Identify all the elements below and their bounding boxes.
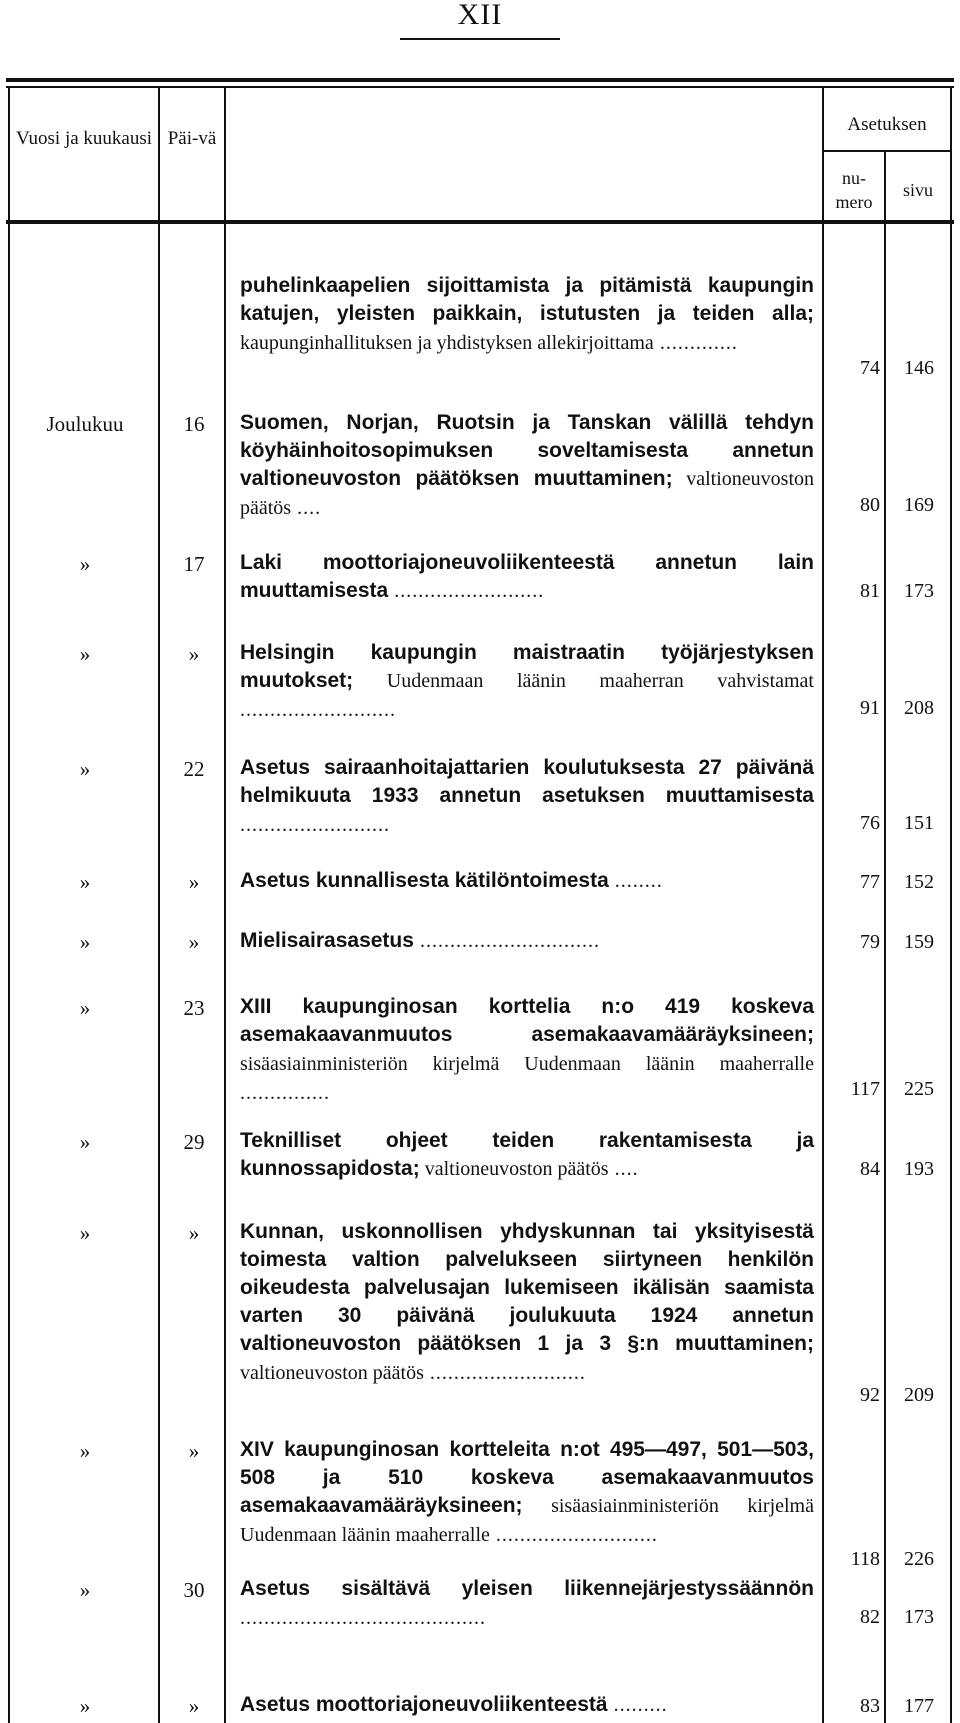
row-leader-dots: .......................... — [240, 699, 396, 721]
row-month: » — [79, 996, 91, 1020]
row-decree-number: 82 — [860, 1606, 880, 1628]
row-title-bold: Teknilliset ohjeet teiden rakentamisesta ja kunnossapidosta; — [240, 1129, 814, 1180]
row-title-bold: Asetus kunnallisesta kätilöntoimesta — [240, 869, 609, 892]
row-leader-dots: ........................... — [489, 1524, 658, 1546]
row-description — [240, 408, 814, 522]
column-line-number — [884, 152, 886, 1723]
row-description — [240, 992, 814, 1107]
row-description — [240, 926, 814, 955]
row-title-bold: Asetus moottoriajoneuvoliikenteestä — [240, 1693, 608, 1716]
row-title-bold: Mielisairasasetus — [240, 929, 414, 952]
row-leader-dots: ......................... — [388, 580, 545, 602]
row-description — [240, 1690, 814, 1719]
row-decree-number: 118 — [850, 1548, 880, 1570]
row-decree-number: 117 — [850, 1078, 880, 1100]
top-rule-thick — [6, 78, 954, 82]
row-page-number: 169 — [904, 494, 934, 516]
header-bottom-rule — [6, 220, 954, 224]
row-decree-number: 76 — [860, 812, 880, 834]
title-underline — [400, 38, 560, 40]
row-page-number: 152 — [904, 871, 934, 893]
row-page-number: 208 — [904, 697, 934, 719]
row-leader-dots: ......................... — [240, 814, 390, 836]
row-leader-dots: .............................. — [413, 930, 600, 952]
row-decree-number: 79 — [860, 931, 880, 953]
column-line-day — [224, 88, 226, 1723]
row-source-plain: valtioneuvoston päätös — [419, 1158, 609, 1180]
row-day: 29 — [183, 1130, 205, 1154]
top-rule-thin — [6, 86, 954, 88]
row-day: 22 — [183, 757, 205, 781]
row-day: » — [188, 1694, 200, 1718]
row-page-number: 177 — [904, 1695, 934, 1717]
row-day: 23 — [183, 996, 205, 1020]
row-leader-dots: ............... — [240, 1082, 330, 1104]
row-source-plain: valtioneuvoston päätös — [240, 1362, 424, 1384]
row-source-plain: kaupunginhallituksen ja yhdistyksen allekirjoittama — [240, 332, 654, 354]
row-title-bold: Suomen, Norjan, Ruotsin ja Tanskan välillä tehdyn köyhäinhoitosopimuksen soveltamisesta annetun valtioneuvoston päätöksen muuttaminen; — [240, 411, 814, 490]
header-year-month: Vuosi ja kuukausi — [15, 128, 153, 149]
row-description — [240, 1126, 814, 1183]
header-page: sivu — [902, 180, 933, 200]
row-leader-dots: .......................... — [423, 1362, 586, 1384]
row-description — [240, 638, 814, 724]
row-description — [240, 1217, 814, 1387]
column-line-right — [950, 88, 952, 1723]
row-source-plain: sisäasiainministeriön kirjelmä Uudenmaan läänin maaherralle — [240, 1495, 814, 1546]
row-title-bold: XIII kaupunginosan korttelia n:o 419 koskeva asemakaavanmuutos asemakaavamääräyksineen; — [240, 995, 814, 1046]
row-leader-dots: ......... — [607, 1694, 668, 1716]
row-month: » — [79, 1439, 91, 1463]
row-month: » — [79, 1221, 91, 1245]
row-leader-dots: .... — [291, 497, 322, 519]
row-day: » — [188, 870, 200, 894]
column-line-description — [822, 88, 824, 1723]
row-decree-number: 81 — [860, 580, 880, 602]
row-title-bold: Kunnan, uskonnollisen yhdyskunnan tai yksityisestä toimesta valtion palvelukseen siirtyneen henkilön oikeudesta palvelusajan lukemiseen ikälisän saamista varten 30 päivänä joulukuuta 1924 annetun valtioneuvoston päätöksen 1 ja 3 §:n muuttaminen; — [240, 1220, 814, 1355]
row-decree-number: 92 — [860, 1384, 880, 1406]
row-leader-dots: ............. — [653, 332, 738, 354]
row-title-bold: Helsingin kaupungin maistraatin työjärjestyksen muutokset; — [240, 641, 814, 692]
page-number: XII — [457, 0, 503, 31]
row-month: » — [79, 642, 91, 666]
row-month: » — [79, 1694, 91, 1718]
row-day: » — [188, 642, 200, 666]
row-page-number: 173 — [904, 1606, 934, 1628]
row-decree-number: 84 — [860, 1158, 880, 1180]
row-page-number: 209 — [904, 1384, 934, 1406]
row-day: 16 — [183, 412, 205, 436]
row-decree-number: 77 — [860, 871, 880, 893]
row-page-number: 193 — [904, 1158, 934, 1180]
row-leader-dots: .... — [608, 1158, 639, 1180]
row-description — [240, 866, 814, 895]
row-decree-number: 74 — [860, 357, 880, 379]
header-decree: Asetuksen — [847, 114, 927, 135]
row-month: » — [79, 1578, 91, 1602]
row-page-number: 225 — [904, 1078, 934, 1100]
row-source-plain: valtioneuvoston päätös — [240, 468, 815, 519]
row-source-plain: Uudenmaan läänin maaherran vahvistamat — [353, 670, 814, 692]
row-decree-number: 80 — [860, 494, 880, 516]
row-day: 17 — [183, 552, 205, 576]
row-day: » — [188, 930, 200, 954]
row-title-bold: XIV kaupunginosan kortteleita n:ot 495—497, 501—503, 508 ja 510 koskeva asemakaavanmuutos asemakaavamääräyksineen; — [240, 1438, 814, 1517]
header-number: nu-mero — [835, 168, 873, 212]
column-line-month — [158, 88, 160, 1723]
row-page-number: 159 — [904, 931, 934, 953]
row-day: » — [188, 1221, 200, 1245]
row-month: » — [79, 930, 91, 954]
row-decree-number: 83 — [860, 1695, 880, 1717]
row-title-bold: Asetus sisältävä yleisen liikennejärjestyssäännön — [240, 1577, 814, 1600]
header-day: Päi-vä — [167, 128, 217, 149]
row-description — [240, 753, 814, 839]
row-month: Joulukuu — [46, 412, 124, 436]
row-title-bold: Asetus sairaanhoitajattarien koulutuksesta 27 päivänä helmikuuta 1933 annetun asetuksen muuttamisesta — [240, 756, 814, 807]
row-month: » — [79, 1130, 91, 1154]
row-source-plain: sisäasiainministeriön kirjelmä Uudenmaan läänin maaherralle — [240, 1053, 814, 1075]
row-description — [240, 271, 814, 357]
header-subdivider — [822, 150, 952, 152]
row-month: » — [79, 552, 91, 576]
row-day: » — [188, 1439, 200, 1463]
row-page-number: 146 — [904, 357, 934, 379]
row-page-number: 226 — [904, 1548, 934, 1570]
row-leader-dots: ........ — [608, 870, 663, 892]
row-day: 30 — [183, 1578, 205, 1602]
row-description — [240, 1574, 814, 1632]
row-month: » — [79, 870, 91, 894]
row-description — [240, 1435, 814, 1549]
row-description — [240, 548, 814, 605]
column-line-left — [8, 88, 10, 1723]
row-page-number: 151 — [904, 812, 934, 834]
row-page-number: 173 — [904, 580, 934, 602]
row-leader-dots: ......................................... — [240, 1607, 486, 1629]
row-month: » — [79, 757, 91, 781]
row-title-bold: Laki moottoriajoneuvoliikenteestä annetun lain muuttamisesta — [240, 551, 814, 602]
row-decree-number: 91 — [860, 697, 880, 719]
row-title-bold: puhelinkaapelien sijoittamista ja pitämistä kaupungin katujen, yleisten paikkain, istutusten ja teiden alla; — [240, 274, 814, 325]
